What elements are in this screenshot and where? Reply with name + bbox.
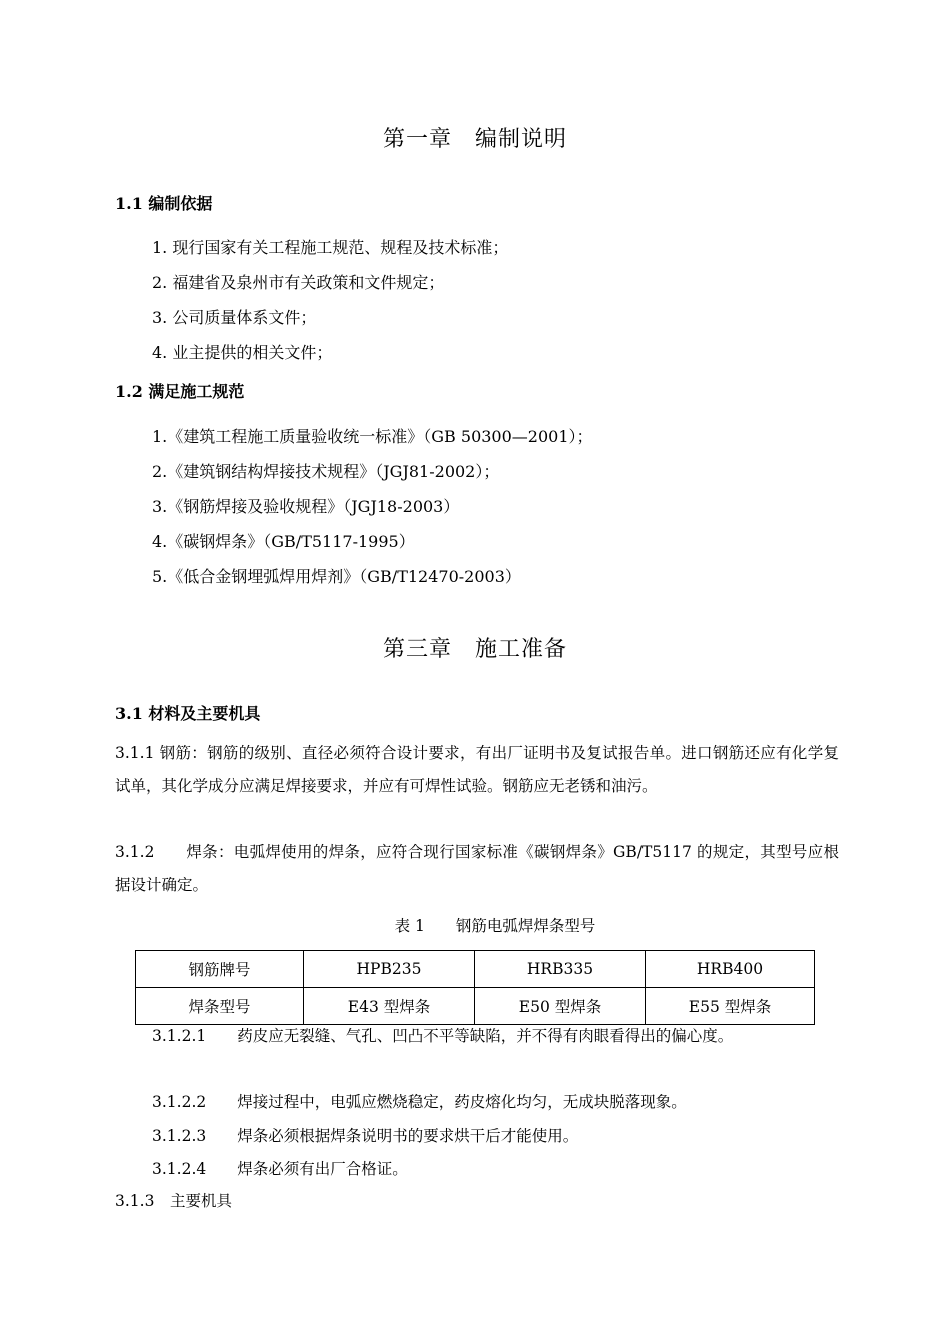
list-item: 2.《建筑钢结构焊接技术规程》（JGJ81-2002）； [152,462,500,481]
table-row [136,951,815,988]
table-cell: E50 型焊条 [475,988,646,1025]
list-item: 4. 业主提供的相关文件； [152,343,333,362]
table-caption: 表 1 钢筋电弧焊焊条型号 [394,917,596,935]
paragraph-3-1-2: 3.1.2 焊条：电弧焊使用的焊条，应符合现行国家标准《碳钢焊条》GB/T5117 的规定，其型号应根据设计确定。 [115,843,839,894]
section-3-1-heading: 3.1 材料及主要机具 [115,704,261,723]
list-item: 3.《钢筋焊接及验收规程》（JGJ18-2003） [152,497,460,516]
paragraph-3-1-2-4: 3.1.2.4 焊条必须有出厂合格证。 [152,1160,408,1178]
chapter-1-title: 第一章 编制说明 [382,127,567,152]
section-1-1-heading: 1.1 编制依据 [115,194,213,213]
table-row [136,988,815,1025]
paragraph-3-1-2-1: 3.1.2.1 药皮应无裂缝、气孔、凹凸不平等缺陷，并不得有肉眼看得出的偏心度。 [152,1027,734,1045]
table-cell: HRB400 [646,951,815,988]
paragraph-3-1-2-2: 3.1.2.2 焊接过程中，电弧应燃烧稳定，药皮熔化均匀，无成块脱落现象。 [152,1093,687,1111]
table-cell: 焊条型号 [136,988,304,1025]
section-1-2-heading: 1.2 满足施工规范 [115,382,245,401]
list-item: 1. 现行国家有关工程施工规范、规程及技术标准； [152,238,509,257]
paragraph-3-1-1: 3.1.1 钢筋：钢筋的级别、直径必须符合设计要求，有出厂证明书及复试报告单。进口钢筋还应有化学复试单，其化学成分应满足焊接要求，并应有可焊性试验。钢筋应无老锈和油污。 [115,744,839,795]
list-item: 4.《碳钢焊条》（GB/T5117-1995） [152,532,415,551]
paragraph-3-1-2-3: 3.1.2.3 焊条必须根据焊条说明书的要求烘干后才能使用。 [152,1127,579,1145]
list-item: 2. 福建省及泉州市有关政策和文件规定； [152,273,445,292]
list-item: 5.《低合金钢埋弧焊用焊剂》（GB/T12470-2003） [152,567,521,586]
list-item: 3. 公司质量体系文件； [152,308,317,327]
table-cell: E43 型焊条 [304,988,475,1025]
table-cell: HPB235 [304,951,475,988]
paragraph-3-1-3: 3.1.3 主要机具 [115,1192,232,1210]
electrode-table [135,950,815,1025]
list-item: 1.《建筑工程施工质量验收统一标准》（GB 50300—2001）； [152,427,593,446]
table-cell: 钢筋牌号 [136,951,304,988]
chapter-3-title: 第三章 施工准备 [382,637,567,662]
table-cell: HRB335 [475,951,646,988]
table-cell: E55 型焊条 [646,988,815,1025]
